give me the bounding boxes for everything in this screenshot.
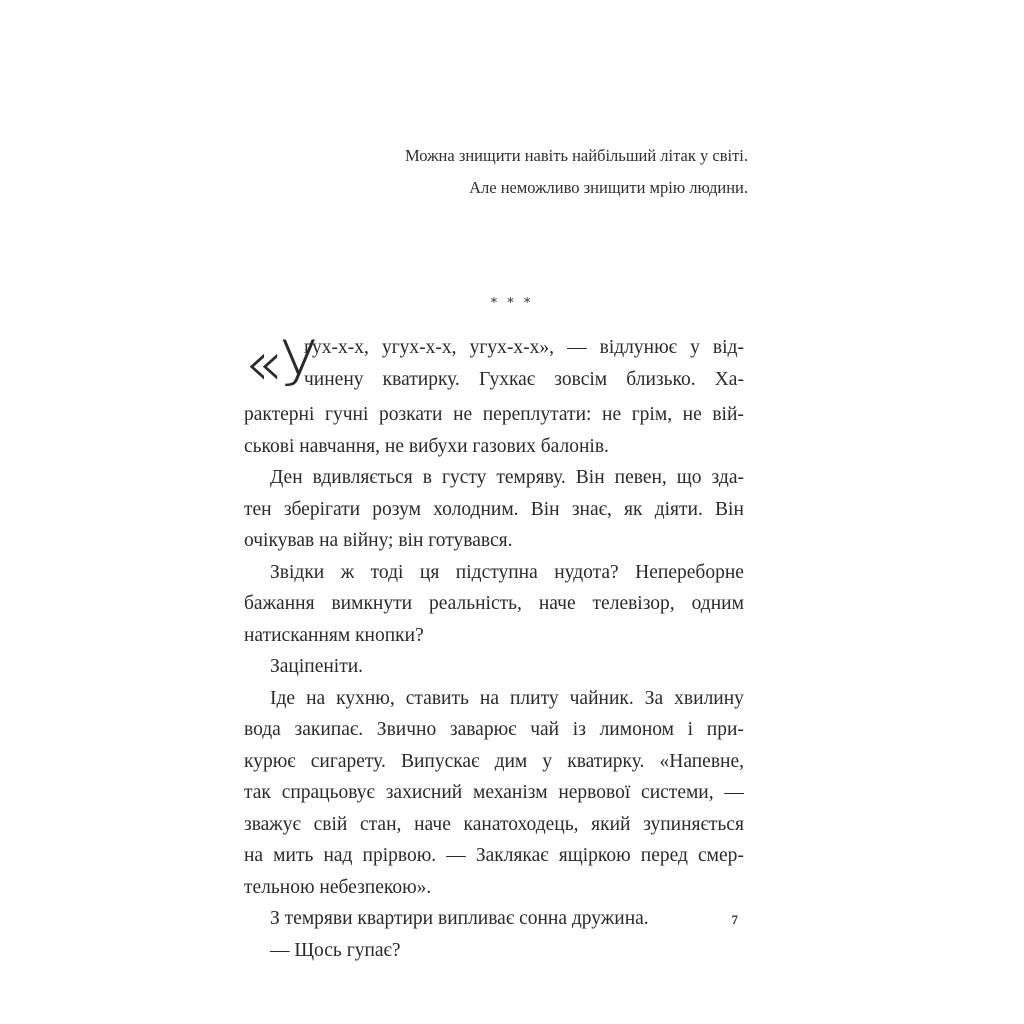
text-line: Звідки ж тоді ця підступна нудота? Непереборне (270, 561, 744, 583)
text-line: рактерні гучні розкати не переплутати: не грім, не вій- (244, 404, 744, 425)
paragraph-1-opening (244, 327, 744, 400)
text-line: чинену кватирку. Гухкає зовсім близько. Ха- (304, 368, 744, 390)
text-line: натисканням кнопки? (244, 624, 424, 646)
text-line: Іде на кухню, ставить на плиту чайник. За хвилину (270, 687, 744, 709)
text-line: ськові навчання, не вибухи газових балонів. (244, 435, 609, 457)
text-line: вода закипає. Звично заварює чай із лимоном і при- (244, 719, 744, 740)
epigraph-line: Можна знищити навіть найбільший літак у світі. (405, 146, 748, 165)
text-line: курює сигарету. Випускає дим у кватирку. «Напевне, (244, 750, 744, 772)
text-line: очікував на війну; він готувався. (244, 530, 513, 551)
text-line: бажання вимкнути реальність, наче телевізор, одним (244, 593, 744, 614)
drop-cap: «У (244, 327, 316, 400)
text-line: З темряви квартири випливає сонна дружина. (270, 908, 649, 929)
epigraph (405, 140, 748, 204)
text-line: зважує свій стан, наче канатоходець, який зупиняється (244, 813, 744, 835)
body-text (244, 327, 744, 966)
epigraph-line: Але неможливо знищити мрію людини. (469, 178, 748, 197)
text-line: — Щось гупає? (270, 939, 401, 961)
text-line: тельною небезпекою». (244, 876, 432, 898)
text-line: Заціпеніти. (270, 656, 364, 677)
section-divider: * * * (490, 296, 534, 311)
text-line: так спрацьовує захисний механізм нервової системи, — (244, 782, 744, 803)
page-number: 7 (731, 912, 738, 927)
text-line: Ден вдивляється в густу темряву. Він певен, що зда- (270, 467, 744, 488)
text-line: гух-х-х, угух-х-х, угух-х-х», — відлунює у від- (304, 337, 744, 358)
text-line: на мить над прірвою. — Заклякає ящіркою перед смер- (244, 845, 744, 866)
text-line: тен зберігати розум холодним. Він знає, як діяти. Він (244, 498, 744, 520)
